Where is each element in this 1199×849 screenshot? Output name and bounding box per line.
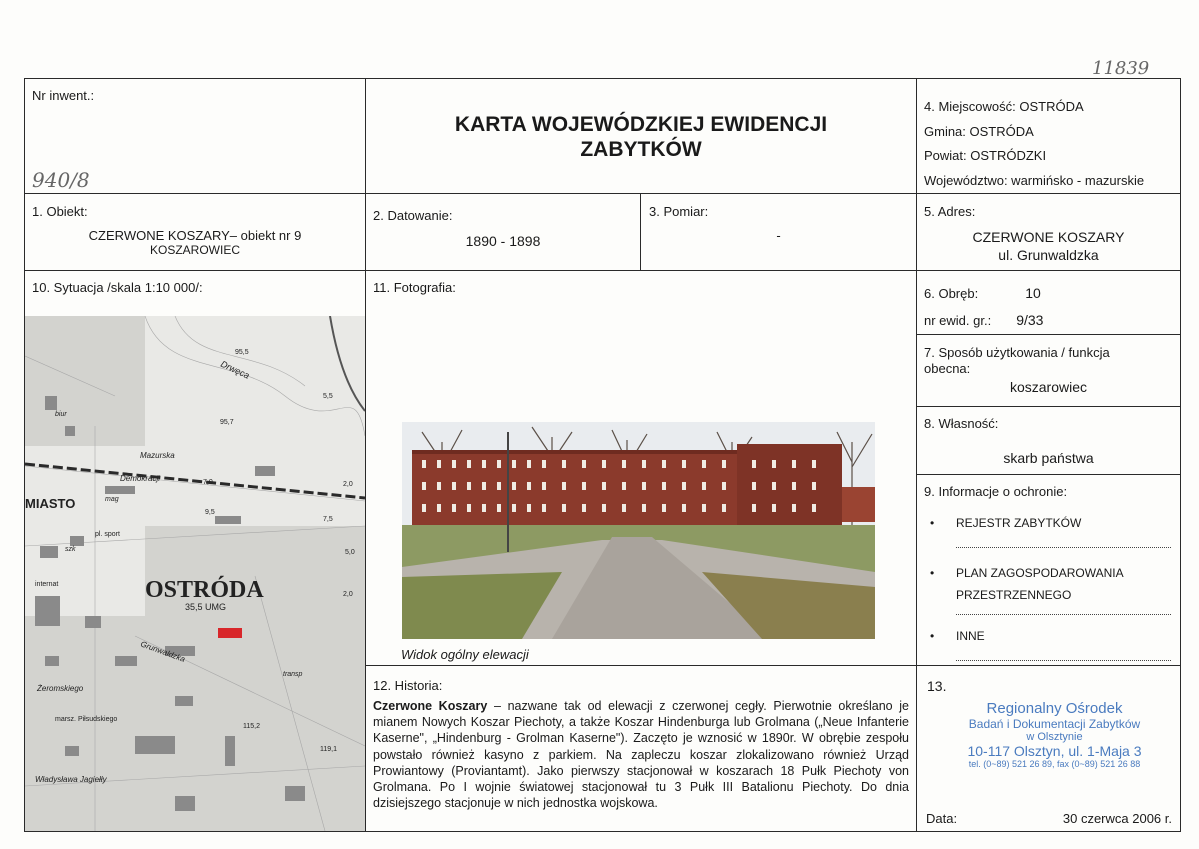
sposob-label-2: obecna: [924, 361, 971, 376]
gmina: Gmina: OSTRÓDA [924, 123, 1034, 139]
map-label-biur: biur [55, 411, 67, 418]
map-label-955: 95,5 [235, 349, 249, 356]
map-label-50: 5,0 [345, 549, 355, 556]
nr-ewid-label: nr ewid. gr.: [924, 313, 992, 328]
building-photo [402, 422, 875, 639]
row-line-sposob [916, 406, 1181, 407]
title-line-1: KARTA WOJEWÓDZKIEJ EWIDENCJI [454, 113, 828, 136]
ochrona-label: 9. Informacje o ochronie: [924, 484, 1068, 499]
row-line-2 [24, 270, 1181, 271]
row-line-wlasnosc [916, 474, 1181, 475]
map-label-75: 7,5 [323, 516, 333, 523]
row-line-obreb [916, 334, 1181, 335]
sposob-label-1: 7. Sposób użytkowania / funkcja [924, 345, 1110, 360]
pomiar-label: 3. Pomiar: [649, 204, 709, 219]
map-label-transp: transp [283, 671, 303, 678]
nr-inwent-handwritten: 940/8 [32, 168, 90, 192]
dotted-line-3 [956, 660, 1171, 661]
map-label-55: 5,5 [323, 393, 333, 400]
location-block [924, 95, 1144, 193]
obreb-block [924, 280, 1043, 334]
map-label-1152: 115,2 [243, 723, 260, 730]
dotted-line-2 [956, 614, 1171, 615]
map-label-mazurska: Mazurska [140, 451, 175, 460]
obiekt-line-2: KOSZAROWIEC [149, 243, 240, 257]
map-label-957: 95,7 [220, 419, 234, 426]
wojewodztwo: Województwo: warmińsko - mazurskie [924, 172, 1145, 188]
historia-bold: Czerwone Koszary [373, 699, 488, 713]
datowanie-label: 2. Datowanie: [373, 208, 453, 223]
datowanie-value: 1890 - 1898 [465, 233, 541, 249]
obiekt-label: 1. Obiekt: [32, 204, 88, 219]
stamp-line-1: Regionalny Ośrodek [986, 700, 1123, 717]
map-label-internat: internat [35, 581, 59, 588]
row-line-1 [24, 193, 1181, 194]
map-label-grunwaldzka: Grunwaldzka [139, 639, 187, 664]
stamp-line-5: tel. (0~89) 521 26 89, fax (0~89) 521 26 88 [968, 759, 1141, 769]
miejscowosc: 4. Miejscowość: OSTRÓDA [924, 99, 1084, 114]
corner-handwritten-note: 11839 [1092, 58, 1150, 79]
institution-stamp [932, 700, 1177, 769]
obiekt-line-1: CZERWONE KOSZARY– obiekt nr 9 [88, 228, 302, 243]
map-label-drweca: Drwęca [219, 358, 252, 381]
adres-line-2: ul. Grunwaldzka [998, 247, 1099, 263]
nr-inwent-label: Nr inwent.: [32, 88, 95, 103]
historia-label: 12. Historia: [373, 678, 443, 693]
fotografia-label: 11. Fotografia: [373, 280, 456, 295]
map-label-ostroda: OSTRÓDA [145, 577, 264, 603]
sposob-label [924, 345, 1110, 377]
map-label-miasto: MIASTO [25, 496, 76, 511]
powiat: Powiat: OSTRÓDZKI [924, 148, 1047, 163]
map-label-pl-sport: pl. sport [95, 531, 120, 538]
border-top [24, 78, 1181, 79]
page-title [366, 112, 916, 162]
situation-map [25, 316, 365, 831]
title-line-2: ZABYTKÓW [580, 138, 702, 161]
data-label: Data: [926, 811, 958, 826]
photo-caption: Widok ogólny elewacji [401, 647, 529, 662]
stamp-line-4: 10-117 Olsztyn, ul. 1-Maja 3 [967, 743, 1142, 759]
border-right [1180, 78, 1181, 832]
adres-value [917, 228, 1180, 264]
wlasnosc-label: 8. Własność: [924, 416, 999, 431]
adres-line-1: CZERWONE KOSZARY [972, 229, 1125, 245]
box13-label: 13. [927, 678, 947, 694]
stamp-line-2: Badań i Dokumentacji Zabytków [968, 717, 1141, 731]
plan-line-2: PRZESTRZENNEGO [956, 588, 1072, 602]
object-marker [218, 628, 242, 638]
map-label-70: 7,0 [203, 479, 213, 486]
obreb-value: 10 [1025, 285, 1041, 301]
row-line-historia [365, 665, 1181, 666]
pomiar-value: - [776, 228, 781, 243]
sytuacja-label: 10. Sytuacja /skala 1:10 000/: [32, 280, 203, 295]
nr-ewid-value: 9/33 [1016, 312, 1044, 328]
sposob-value: koszarowiec [1009, 379, 1088, 395]
col-line-1 [365, 78, 366, 832]
map-label-demokracji: Demokracji [120, 474, 161, 483]
plan-line-1: • PLAN ZAGOSPODAROWANIA [956, 566, 1124, 580]
dotted-line-1 [956, 547, 1171, 548]
stamp-line-3: w Olsztynie [1026, 731, 1083, 743]
ochrona-item-plan [956, 562, 1124, 606]
obreb-label: 6. Obręb: [924, 286, 979, 301]
map-label-1191: 119,1 [320, 746, 337, 753]
obiekt-value [25, 228, 365, 257]
map-label-umg: 35,5 UMG [185, 602, 227, 612]
wlasnosc-value: skarb państwa [1003, 450, 1094, 466]
map-label-szk: szk [65, 546, 76, 553]
historia-body: – nazwane tak od elewacji z czerwonej cegły. Pierwotnie określano je mianem Nowych Koszar Piechoty, a także Koszar Hindenburga lub Grolmana („Neue Infanterie Kaserne", „Hindenburg - Grolman Kaserne"). Zaczęto je wznosić w 1890r. W obrębie zespołu powstało również kasyno z parkiem. Na zapleczu koszar zlokalizowano również Urząd Prowiantowy (Proviantamt). Jako pierwszy stacjonował w koszarach 18 Pułk Piechoty von Grolmana. Po I wojnie światowej stacjonował tu 3 Pułk III Batalionu Piechoty. Do dnia dzisiejszego stacjonuje w nich jednostka wojskowa. [373, 699, 909, 811]
ochrona-item-rejestr: • REJESTR ZABYTKÓW [956, 516, 1081, 530]
border-bottom [24, 831, 1181, 832]
map-label-wladyslawa: Władysława Jagiełły [35, 775, 107, 784]
ochrona-item-inne: • INNE [956, 629, 985, 643]
map-label-20b: 2,0 [343, 591, 353, 598]
historia-text [373, 698, 909, 811]
map-label-20: 2,0 [343, 481, 353, 488]
map-label-pilsudskiego: marsz. Piłsudskiego [55, 716, 118, 723]
map-label-zeromskiego: Żeromskiego [37, 684, 84, 693]
map-label-95: 9,5 [205, 509, 215, 516]
adres-label: 5. Adres: [924, 204, 976, 219]
data-value: 30 czerwca 2006 r. [1062, 811, 1172, 826]
map-label-mag: mag [105, 496, 119, 503]
